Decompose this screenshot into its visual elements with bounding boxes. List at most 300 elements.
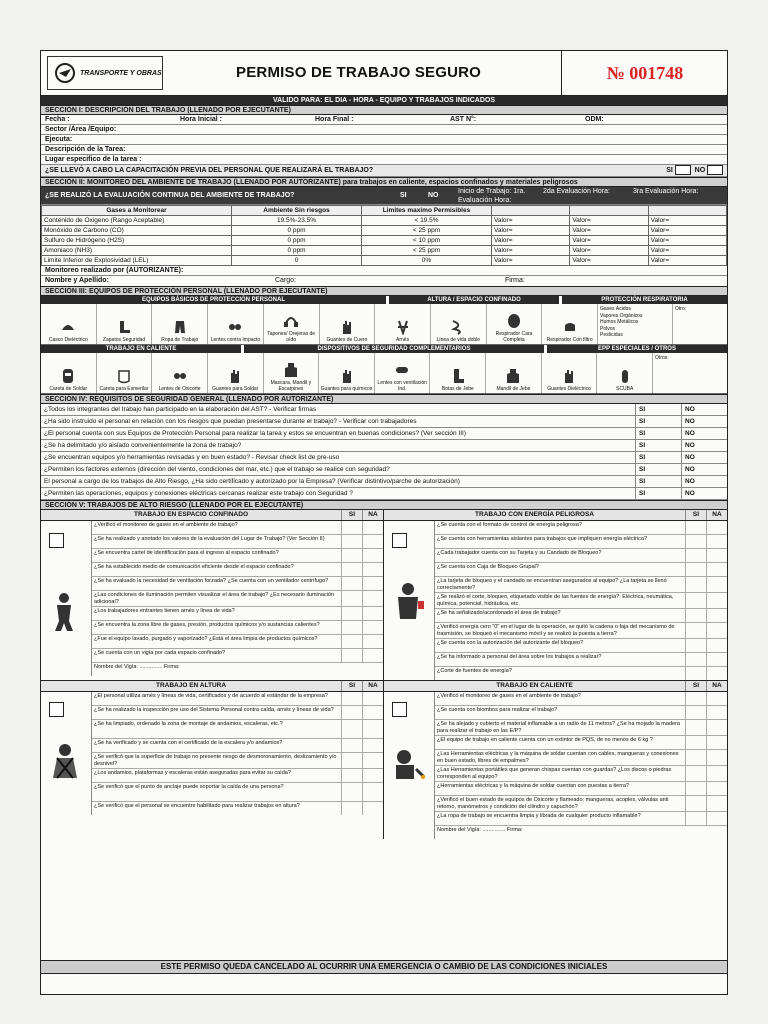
list-item — [41, 416, 727, 428]
capacitacion-row — [41, 165, 727, 177]
ppe-item[interactable] — [487, 304, 543, 344]
height-work-panel — [41, 681, 384, 839]
si-col: SI — [341, 681, 362, 691]
si-cell[interactable] — [341, 753, 362, 768]
si-cell[interactable] — [685, 639, 706, 652]
height-checkbox[interactable] — [49, 702, 64, 717]
list-item — [435, 692, 727, 706]
na-cell[interactable] — [362, 649, 383, 662]
monitoreo-row — [41, 266, 727, 276]
height-title: TRABAJO EN ALTURA — [155, 682, 227, 689]
valor-2[interactable]: Valor= — [570, 236, 648, 246]
item-text: ¿Se encuentra cartel de identificación para el ingreso al espacio confinado? — [94, 550, 279, 556]
valor-3[interactable]: Valor= — [648, 246, 726, 256]
valor-3[interactable]: Valor= — [648, 256, 726, 266]
gas-name: Contenido de Oxigeno (Rango Aceptable) — [42, 216, 232, 226]
na-cell[interactable] — [362, 739, 383, 752]
ppe-item[interactable] — [97, 353, 153, 393]
item-text: ¿Se ha realizado y anotado los valores de la evaluación del Lugar de Trabajo? (Ver Sección II) — [94, 536, 325, 542]
list-item — [92, 577, 383, 591]
item-text: ¿Se verificó que la superficie de trabajo no presente riesgo de desmoronamiento, deslizamiento y/o desnivel? — [94, 754, 337, 767]
si-cell[interactable] — [685, 653, 706, 666]
ppe-item[interactable] — [431, 304, 487, 344]
vigia-row — [92, 663, 383, 676]
list-item — [41, 476, 727, 488]
na-cell[interactable] — [706, 736, 727, 749]
si-checkbox[interactable]: SI — [635, 476, 681, 487]
si-checkbox[interactable]: SI — [635, 452, 681, 463]
na-cell[interactable] — [362, 577, 383, 590]
item-text: ¿Se cuenta con herramientas aislantes para trabajos que impliquen energía eléctrica? — [437, 536, 648, 542]
si-checkbox[interactable]: SI — [635, 488, 681, 499]
otro-field[interactable]: Otro: — [675, 306, 687, 312]
permit-sheet — [40, 50, 728, 995]
ppe-headers-2 — [41, 345, 727, 353]
sector-row[interactable] — [41, 125, 727, 135]
item-text: ¿Las condiciones de iluminación permiten visualizar el área de trabajo? ¿Es necesario iluminación adicional? — [94, 592, 334, 605]
item-text: ¿Verificó energía cero "0" en el lugar de la operación, se quitó la cadena o faja del mecanismo de trasmisión, se bloqueó el mecanismo móvil y se realizó la puesta a tierra? — [437, 624, 675, 637]
dielectric-glove-icon — [561, 368, 577, 384]
ppe-label: Mandil de Jebe — [496, 386, 531, 392]
header — [41, 51, 727, 96]
si-checkbox[interactable]: SI — [635, 464, 681, 475]
filter-type[interactable]: Pesticidas — [600, 332, 623, 338]
na-cell[interactable] — [706, 623, 727, 638]
ppe-item[interactable] — [319, 353, 375, 393]
energy-checkbox[interactable] — [392, 533, 407, 548]
na-cell[interactable] — [362, 563, 383, 576]
lugar-row[interactable] — [41, 155, 727, 165]
valor-2[interactable]: Valor= — [570, 216, 648, 226]
si-cell[interactable] — [685, 692, 706, 705]
na-cell[interactable] — [706, 577, 727, 592]
item-text: ¿Se ha evaluado la necesidad de ventilación forzada? ¿Se cuenta con un ventilador centrífugo? — [94, 578, 329, 584]
si-cell[interactable] — [685, 593, 706, 608]
gas-limit: < 10 ppm — [362, 236, 492, 246]
filter-type[interactable]: Polvos — [600, 325, 616, 332]
hora-inicial-label: Hora Inicial : — [180, 116, 223, 123]
hazardous-energy-panel — [384, 510, 727, 680]
ppe-item[interactable] — [320, 304, 376, 344]
confined-worker-icon — [49, 591, 79, 631]
gas-name: Sulfuro de Hidrógeno (H2S) — [42, 236, 232, 246]
list-item — [92, 591, 383, 607]
ppe-item[interactable] — [375, 304, 431, 344]
list-item — [435, 535, 727, 549]
ppe-headers-1 — [41, 296, 727, 304]
si-cell[interactable] — [685, 706, 706, 719]
valor-1[interactable]: Valor= — [492, 226, 570, 236]
na-cell[interactable] — [362, 753, 383, 768]
vigia-row — [435, 826, 727, 839]
na-cell[interactable] — [362, 535, 383, 548]
valor-3[interactable]: Valor= — [648, 226, 726, 236]
si-checkbox[interactable]: SI — [635, 416, 681, 427]
ast-label: AST N°: — [450, 116, 477, 123]
ppe-item[interactable] — [264, 353, 320, 393]
valor-2[interactable]: Valor= — [570, 226, 648, 236]
list-item — [435, 593, 727, 609]
ppe-item[interactable] — [430, 353, 486, 393]
general-requirements — [41, 404, 727, 500]
vigia-label: Nombre del Vigía: — [437, 827, 481, 833]
list-item — [41, 404, 727, 416]
na-cell[interactable] — [706, 593, 727, 608]
item-text: ¿Verificó el monitoreo de gases en el ambiente de trabajo? — [437, 693, 581, 699]
na-cell[interactable] — [706, 535, 727, 548]
na-cell[interactable] — [706, 706, 727, 719]
vigia-name[interactable]: Nombre del Vigía: ............... Firma: — [437, 827, 523, 833]
si-cell[interactable] — [341, 720, 362, 738]
hot-header — [384, 681, 727, 692]
valor-3[interactable]: Valor= — [648, 216, 726, 226]
list-item — [92, 649, 383, 663]
list-item — [435, 782, 727, 796]
firma-label: Firma: — [505, 277, 525, 284]
section-5-title: SECCIÓN V: TRABAJOS DE ALTO RIESGO (LLENADO POR EL EJECUTANTE) — [41, 500, 727, 510]
scuba-icon — [617, 368, 633, 384]
otros-field[interactable]: Otros: — [655, 355, 669, 361]
list-item — [435, 667, 727, 680]
si-col: SI — [685, 681, 706, 691]
si-cell[interactable] — [341, 535, 362, 548]
si-checkbox[interactable]: SI — [635, 404, 681, 415]
capacitacion-no-checkbox[interactable] — [707, 165, 723, 175]
sector-label: Sector /Área /Equipo: — [45, 126, 117, 133]
na-cell[interactable] — [362, 769, 383, 782]
ppe-item[interactable] — [152, 304, 208, 344]
helmet-icon — [60, 319, 76, 335]
ppe-label: Zapatos Seguridad — [102, 337, 146, 343]
item-text: ¿Los andamios, plataformas y escaleras están aseguradas para evitar su caída? — [94, 770, 291, 776]
si-cell[interactable] — [685, 750, 706, 765]
section-1-title: SECCIÓN I: DESCRIPCIÓN DEL TRABAJO (LLENADO POR EJECUTANTE) — [41, 105, 727, 115]
list-item — [92, 706, 383, 720]
no-checkbox[interactable]: NO — [681, 476, 727, 487]
na-cell[interactable] — [706, 750, 727, 765]
ppe-group-complementarios: DISPOSITIVOS DE SEGURIDAD COMPLEMENTARIOS — [244, 345, 544, 353]
ppe-group-altura: ALTURA / ESPACIO CONFINADO — [389, 296, 559, 304]
no-checkbox[interactable]: NO — [681, 416, 727, 427]
height-items — [92, 692, 383, 815]
face-shield-icon — [116, 368, 132, 384]
ppe-item[interactable] — [41, 304, 97, 344]
na-cell[interactable] — [706, 609, 727, 622]
item-text: ¿Herramientas eléctricas y la máquina de soldar cuentan con puestas a tierra? — [437, 783, 629, 789]
list-item — [92, 692, 383, 706]
hot-items — [435, 692, 727, 839]
welding-mask-icon — [60, 368, 76, 384]
na-cell[interactable] — [362, 706, 383, 719]
si-cell[interactable] — [341, 621, 362, 634]
na-cell[interactable] — [706, 521, 727, 534]
valor-2[interactable]: Valor= — [570, 256, 648, 266]
si-cell[interactable] — [341, 802, 362, 815]
earmuff-icon — [283, 313, 299, 329]
table-row — [42, 216, 727, 226]
fecha-label: Fecha : — [45, 116, 70, 123]
descripcion-row[interactable] — [41, 145, 727, 155]
capacitacion-no-label: NO — [694, 167, 706, 174]
no-checkbox[interactable]: NO — [681, 488, 727, 499]
company-logo — [47, 56, 163, 90]
si-cell[interactable] — [685, 667, 706, 680]
firma-label: Firma: — [506, 827, 523, 833]
gas-ambient: 19.5%-23.5% — [232, 216, 362, 226]
item-text: ¿Cada trabajador cuenta con su Tarjeta y su Candado de Bloqueo? — [437, 550, 602, 556]
si-cell[interactable] — [341, 577, 362, 590]
eval-no-label: NO — [428, 192, 439, 199]
gas-ambient: 0 — [232, 256, 362, 266]
si-cell[interactable] — [341, 706, 362, 719]
si-cell[interactable] — [685, 720, 706, 735]
list-item — [41, 452, 727, 464]
filter-type[interactable]: Humos Metálicos — [600, 319, 639, 325]
list-item — [92, 783, 383, 802]
ppe-item[interactable] — [152, 353, 208, 393]
list-item — [92, 563, 383, 577]
na-cell[interactable] — [706, 653, 727, 666]
list-item — [435, 812, 727, 826]
full-face-respirator-icon — [506, 313, 522, 329]
no-checkbox[interactable]: NO — [681, 404, 727, 415]
na-cell[interactable] — [706, 782, 727, 795]
list-item — [92, 739, 383, 753]
item-text: ¿Se ha verificado y se cuenta con el certificado de la escalera y/o andamios? — [94, 740, 283, 746]
item-text: ¿Se cuenta con biombos para realizar el trabajo? — [437, 707, 558, 713]
na-cell[interactable] — [362, 802, 383, 815]
date-time-row — [41, 115, 727, 125]
list-item — [435, 750, 727, 766]
ppe-item[interactable] — [264, 304, 320, 344]
ppe-item[interactable] — [597, 353, 653, 393]
si-cell[interactable] — [341, 769, 362, 782]
ppe-label: Mascara, Mandil y Escarpines — [270, 380, 312, 392]
si-cell[interactable] — [685, 736, 706, 749]
eval-si-label: SI — [400, 192, 407, 199]
no-checkbox[interactable]: NO — [681, 440, 727, 451]
list-item — [435, 623, 727, 639]
si-cell[interactable] — [341, 591, 362, 606]
ppe-item[interactable] — [542, 353, 598, 393]
no-checkbox[interactable]: NO — [681, 452, 727, 463]
ejecuta-row[interactable] — [41, 135, 727, 145]
ejecuta-label: Ejecuta: — [45, 136, 73, 143]
no-checkbox[interactable]: NO — [681, 464, 727, 475]
list-item — [435, 549, 727, 563]
ppe-item[interactable] — [208, 304, 264, 344]
hot-body — [384, 692, 727, 839]
na-cell[interactable] — [706, 766, 727, 781]
lifeline-icon — [450, 319, 466, 335]
ppe-label: Guantes Dieléctrico — [547, 386, 591, 392]
gas-monitor-table — [41, 205, 727, 266]
item-text: ¿El personal utiliza arnés y líneas de vida, certificados y de acuerdo al estándar de la empresa? — [94, 693, 328, 699]
si-cell[interactable] — [341, 521, 362, 534]
requirement-text: El personal a cargo de los trabajos de Alto Riesgo, ¿Ha sido certificado y autorizado por la Empresa? (Verificar distintivo/parche de autorización) — [44, 478, 460, 485]
confined-checkbox[interactable] — [49, 533, 64, 548]
filter-type[interactable]: Vapores Orgánicos — [600, 312, 643, 319]
item-text: ¿Verificó el monitoreo de gases en el ambiente de trabajo? — [94, 522, 238, 528]
si-cell[interactable] — [685, 812, 706, 825]
logo-text: TRANSPORTE Y OBRAS — [80, 69, 162, 77]
na-col: NA — [362, 681, 383, 691]
list-item — [435, 796, 727, 812]
valor-2[interactable]: Valor= — [570, 246, 648, 256]
no-checkbox[interactable]: NO — [681, 428, 727, 439]
confined-items — [92, 521, 383, 676]
na-cell[interactable] — [706, 796, 727, 811]
na-col: NA — [706, 510, 727, 520]
valor-1[interactable]: Valor= — [492, 256, 570, 266]
gas-name: Limite Inferior de Explosividad (LEL) — [42, 256, 232, 266]
list-item — [92, 720, 383, 739]
na-cell[interactable] — [706, 692, 727, 705]
si-cell[interactable] — [685, 549, 706, 562]
confined-header — [41, 510, 383, 521]
filter-type[interactable]: Gases Ácidos — [600, 306, 631, 312]
valor-1[interactable]: Valor= — [492, 236, 570, 246]
item-text: ¿Corte de fuentes de energía? — [437, 668, 512, 674]
ppe-item[interactable] — [542, 304, 598, 344]
na-cell[interactable] — [362, 720, 383, 738]
list-item — [435, 706, 727, 720]
list-item — [435, 577, 727, 593]
list-item — [435, 521, 727, 535]
list-item — [435, 639, 727, 653]
hot-checkbox[interactable] — [392, 702, 407, 717]
item-text: ¿Se ha señalizado/acordonado el área de trabajo? — [437, 610, 561, 616]
ppe-item[interactable] — [486, 353, 542, 393]
ppe-item[interactable] — [41, 353, 97, 393]
list-item — [92, 549, 383, 563]
list-item — [92, 521, 383, 535]
requirement-text: ¿Se encuentran equipos y/o herramientas revisadas y en buen estado? - Revisar check list de pre-uso — [44, 454, 340, 461]
si-cell[interactable] — [685, 521, 706, 534]
requirement-text: ¿Se ha delimitado y/o aislado convenientemente la zona de trabajo? — [44, 442, 242, 449]
na-cell[interactable] — [362, 692, 383, 705]
item-text: ¿Las Herramientas eléctricas y la máquina de soldar cuentan con cables, mangueras y conexiones en buen estado, libres de empalmes? — [437, 751, 679, 764]
section-3-title: SECCIÓN III: EQUIPOS DE PROTECCIÓN PERSONAL (LLENADO POR EJECUTANTE) — [41, 286, 727, 296]
si-cell[interactable] — [341, 783, 362, 801]
na-cell[interactable] — [706, 639, 727, 652]
si-cell[interactable] — [341, 563, 362, 576]
na-cell[interactable] — [362, 549, 383, 562]
ppe-label: Respirador Con filtro — [546, 337, 593, 343]
ppe-label: Lentes con ventilación Ind. — [377, 380, 427, 392]
col-ambiente: Ambiente Sin riesgos — [232, 206, 362, 216]
firma-label: Firma: — [163, 664, 180, 670]
capacitacion-si-label: SI — [666, 167, 673, 174]
si-cell[interactable] — [341, 635, 362, 648]
signature-row — [41, 276, 727, 286]
na-cell[interactable] — [362, 591, 383, 606]
item-text: ¿Se encuentra la zona libre de gases, presión, productos químicos y/o sustancias calientes? — [94, 622, 320, 628]
list-item — [41, 428, 727, 440]
ppe-item[interactable] — [375, 353, 431, 393]
list-item — [41, 488, 727, 500]
confined-space-panel — [41, 510, 384, 680]
odm-label: ODM: — [585, 116, 604, 123]
na-cell[interactable] — [362, 607, 383, 620]
si-col: SI — [341, 510, 362, 520]
si-checkbox[interactable]: SI — [635, 440, 681, 451]
height-worker-icon — [47, 742, 83, 782]
si-cell[interactable] — [341, 649, 362, 662]
glove-icon — [339, 319, 355, 335]
na-cell[interactable] — [362, 521, 383, 534]
si-cell[interactable] — [685, 609, 706, 622]
si-cell[interactable] — [685, 577, 706, 592]
requirement-text: ¿Permiten los factores externos (dirección del viento, condiciones del mar, etc.) que el trabajo se realice con seguridad? — [44, 466, 390, 473]
ppe-item[interactable] — [208, 353, 264, 393]
ppe-group-caliente: TRABAJO EN CALIENTE — [41, 345, 241, 353]
item-text: ¿Verificó el buen estado de equipos de Oxicorte y flameado: mangueras, acoples, válvulas anti retorno, manómetros y condición del cilindro y capuchón? — [437, 797, 669, 810]
list-item — [435, 766, 727, 782]
na-cell[interactable] — [706, 667, 727, 680]
na-cell[interactable] — [362, 621, 383, 634]
vigia-name[interactable]: Nombre del Vigía: ............... Firma: — [94, 664, 180, 670]
hot-title: TRABAJO EN CALIENTE — [496, 682, 573, 689]
item-text: ¿Se ha alejado y cubierto el material inflamable a un radio de 11 metros? ¿Se ha mojado la madera para realizar el trabajo en las E/P? — [437, 721, 680, 734]
item-text: ¿Se verificó que el personal se encuentre habilitado para realizar trabajos en altura? — [94, 803, 300, 809]
na-cell[interactable] — [706, 563, 727, 576]
na-cell[interactable] — [362, 635, 383, 648]
lockout-worker-icon — [390, 581, 426, 621]
requirement-text: ¿El personal cuenta con sus Equipos de Protección Personal para realizar la tarea y estos se encuentran en buenas condiciones? (Ver sección III) — [44, 430, 467, 437]
si-col: SI — [685, 510, 706, 520]
si-checkbox[interactable]: SI — [635, 428, 681, 439]
ppe-item[interactable] — [97, 304, 153, 344]
na-cell[interactable] — [362, 783, 383, 801]
list-item — [92, 535, 383, 549]
filter-types — [598, 304, 673, 344]
si-cell[interactable] — [341, 739, 362, 752]
si-cell[interactable] — [685, 782, 706, 795]
si-cell[interactable] — [341, 692, 362, 705]
list-item — [41, 440, 727, 452]
capacitacion-si-checkbox[interactable] — [675, 165, 691, 175]
item-text: ¿Las Herramientas portátiles que generan chispas cuentan con guardas? ¿Los discos o piedras corresponden al equipo? — [437, 767, 672, 780]
eval2-label: 2da Evaluación Hora: — [543, 188, 610, 195]
si-cell[interactable] — [341, 549, 362, 562]
goggles-icon — [227, 319, 243, 335]
na-cell[interactable] — [706, 812, 727, 825]
ppe-label: Respirador Cara Completa — [495, 331, 533, 343]
na-cell[interactable] — [706, 549, 727, 562]
valor-3[interactable]: Valor= — [648, 236, 726, 246]
list-item — [92, 635, 383, 649]
si-cell[interactable] — [685, 796, 706, 811]
lugar-label: Lugar especifico de la tarea : — [45, 156, 142, 163]
ppe-label: Línea de vida doble — [436, 337, 481, 343]
ppe-label: Guantes de Cuero — [326, 337, 368, 343]
si-cell[interactable] — [685, 766, 706, 781]
list-item — [435, 720, 727, 736]
valor-1[interactable]: Valor= — [492, 246, 570, 256]
valor-1[interactable]: Valor= — [492, 216, 570, 226]
si-cell[interactable] — [685, 535, 706, 548]
si-cell[interactable] — [341, 607, 362, 620]
item-text: ¿El equipo de trabajo en caliente cuenta con un extintor de PQS, de no menos de 6 kg ? — [437, 737, 653, 743]
item-text: ¿Se realizó el corte, bloqueo, etiquetado visible de las fuentes de energía?: Eléctrica, neumática, química, potencial, hidráulica, etc. — [437, 594, 674, 607]
si-cell[interactable] — [685, 623, 706, 638]
na-cell[interactable] — [706, 720, 727, 735]
col-gases: Gases a Monitorear — [42, 206, 232, 216]
apron-icon — [283, 362, 299, 378]
si-cell[interactable] — [685, 563, 706, 576]
high-risk-top — [41, 510, 727, 680]
